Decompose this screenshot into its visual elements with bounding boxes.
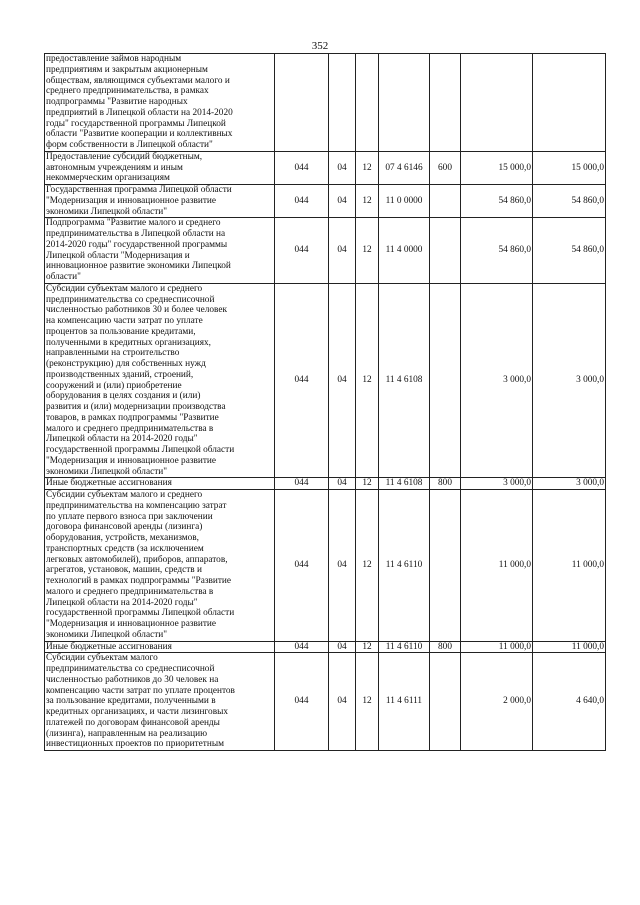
cell-sum-second-year: 15 000,0 bbox=[533, 151, 606, 184]
cell-sum-second-year: 3 000,0 bbox=[533, 283, 606, 478]
cell-expense-type bbox=[430, 283, 461, 478]
item-name-line: малого и среднего предпринимательства в bbox=[46, 586, 214, 597]
cell-target-article: 11 4 6110 bbox=[379, 641, 430, 653]
cell-target-article: 11 4 6108 bbox=[379, 478, 430, 490]
table-row bbox=[45, 151, 606, 184]
cell-sum-first-year: 15 000,0 bbox=[461, 151, 533, 184]
cell-subsection: 12 bbox=[356, 653, 379, 751]
table-row bbox=[45, 185, 606, 218]
cell-sum-first-year: 2 000,0 bbox=[461, 653, 533, 751]
cell-section: 04 bbox=[329, 151, 356, 184]
cell-sum-second-year bbox=[533, 54, 606, 152]
item-name-line: Субсидии субъектам малого bbox=[46, 653, 158, 664]
item-name-line: предоставление займов народным bbox=[46, 54, 182, 64]
item-name-line: Подпрограмма "Развитие малого и среднего bbox=[46, 218, 221, 229]
item-name-line: Липецкой области на 2014-2020 годы" bbox=[46, 597, 198, 608]
item-name-line: сооружений и (или) приобретение bbox=[46, 380, 182, 391]
cell-subsection bbox=[356, 54, 379, 152]
table-row bbox=[45, 478, 606, 490]
cell-section: 04 bbox=[329, 641, 356, 653]
item-name-line: "Модернизация и инновационное развитие bbox=[46, 195, 217, 206]
cell-section: 04 bbox=[329, 283, 356, 478]
item-name-line: легковых автомобилей), приборов, аппаратов, bbox=[46, 554, 228, 565]
item-name-line: развития и (или) модернизации производства bbox=[46, 402, 226, 412]
item-name-line: экономики Липецкой области" bbox=[46, 629, 168, 640]
item-name-line: малого и среднего предпринимательства в bbox=[46, 423, 214, 434]
item-name-line: товаров, в рамках подпрограммы "Развитие bbox=[46, 412, 219, 423]
item-name-line: оборудования, устройств, механизмов, bbox=[46, 533, 199, 543]
item-name-line: государственной программы Липецкой области bbox=[46, 445, 235, 455]
item-name-line: автономным учреждениям и иным bbox=[46, 162, 183, 173]
cell-subsection: 12 bbox=[356, 185, 379, 218]
cell-subsection: 12 bbox=[356, 283, 379, 478]
cell-section: 04 bbox=[329, 478, 356, 490]
cell-sum-second-year: 11 000,0 bbox=[533, 641, 606, 653]
item-name-line: предпринимательства со среднесписочной bbox=[46, 664, 215, 674]
item-name-line: по уплате первого взноса при заключении bbox=[46, 511, 213, 522]
item-name-line: форм собственности в Липецкой области" bbox=[46, 140, 213, 150]
item-name-line: за пользование кредитами, полученными в bbox=[46, 696, 216, 707]
item-name-line: государственной программы Липецкой области bbox=[46, 608, 235, 619]
item-name-line: направленными на строительство bbox=[46, 348, 180, 359]
cell-sum-second-year: 3 000,0 bbox=[533, 478, 606, 490]
cell-expense-type: 600 bbox=[430, 151, 461, 184]
cell-sum-second-year: 4 640,0 bbox=[533, 653, 606, 751]
table-row bbox=[45, 218, 606, 284]
item-name-line: Иные бюджетные ассигнования bbox=[46, 478, 172, 489]
item-name-line: численностью работников до 30 человек на bbox=[46, 674, 219, 685]
item-name-line: агрегатов, установок, машин, средств и bbox=[46, 565, 202, 576]
cell-item-name bbox=[45, 478, 275, 490]
item-name-line: среднего предпринимательства, в рамках bbox=[46, 86, 209, 97]
budget-table bbox=[44, 53, 606, 751]
item-name-line: технологий в рамках подпрограммы "Развитие bbox=[46, 576, 232, 586]
item-name-line: предпринимательства со среднесписочной bbox=[46, 294, 215, 305]
cell-item-name bbox=[45, 185, 275, 218]
cell-admin-code: 044 bbox=[275, 151, 329, 184]
item-name-line: некоммерческим организациям bbox=[46, 173, 170, 184]
item-name-line: Субсидии субъектам малого и среднего bbox=[46, 283, 203, 294]
cell-subsection: 12 bbox=[356, 490, 379, 642]
cell-target-article: 11 4 6108 bbox=[379, 283, 430, 478]
table-row bbox=[45, 641, 606, 653]
cell-target-article: 07 4 6146 bbox=[379, 151, 430, 184]
cell-sum-second-year: 54 860,0 bbox=[533, 218, 606, 284]
item-name-line: процентов за пользование кредитами, bbox=[46, 326, 196, 337]
item-name-line: полученными в кредитных организациях, bbox=[46, 337, 212, 348]
cell-item-name bbox=[45, 653, 275, 751]
cell-sum-first-year: 11 000,0 bbox=[461, 641, 533, 653]
item-name-line: договора финансовой аренды (лизинга) bbox=[46, 522, 203, 533]
cell-admin-code: 044 bbox=[275, 218, 329, 284]
item-name-line: численностью работников 30 и более человек bbox=[46, 305, 227, 316]
cell-sum-first-year bbox=[461, 54, 533, 152]
cell-subsection: 12 bbox=[356, 151, 379, 184]
page-number: 352 bbox=[311, 40, 329, 52]
item-name-line: предприятиям и закрытым акционерным bbox=[46, 64, 208, 75]
item-name-line: компенсацию части затрат по уплате процентов bbox=[46, 685, 235, 696]
item-name-line: предпринимательства в Липецкой области на bbox=[46, 229, 226, 239]
cell-item-name bbox=[45, 283, 275, 478]
item-name-line: (реконструкцию) для собственных нужд bbox=[46, 359, 206, 369]
cell-target-article: 11 4 6110 bbox=[379, 490, 430, 642]
item-name-line: предприятий в Липецкой области на 2014-2020 bbox=[46, 107, 233, 118]
item-name-line: области "Развитие кооперации и коллективных bbox=[46, 129, 233, 140]
item-name-line: экономики Липецкой области" bbox=[46, 466, 168, 477]
cell-item-name bbox=[45, 641, 275, 653]
item-name-line: на компенсацию части затрат по уплате bbox=[46, 316, 203, 326]
item-name-line: Липецкой области "Модернизация и bbox=[46, 250, 190, 261]
cell-target-article: 11 0 0000 bbox=[379, 185, 430, 218]
item-name-line: предпринимательства на компенсацию затрат bbox=[46, 500, 227, 511]
cell-expense-type bbox=[430, 185, 461, 218]
cell-admin-code: 044 bbox=[275, 653, 329, 751]
cell-item-name bbox=[45, 54, 275, 152]
cell-item-name bbox=[45, 490, 275, 642]
item-name-line: оборудования в целях создания и (или) bbox=[46, 391, 201, 402]
cell-expense-type bbox=[430, 490, 461, 642]
cell-section: 04 bbox=[329, 653, 356, 751]
item-name-line: платежей по договорам финансовой аренды bbox=[46, 717, 220, 728]
item-name-line: Государственная программа Липецкой области bbox=[46, 185, 232, 195]
cell-item-name bbox=[45, 218, 275, 284]
cell-section: 04 bbox=[329, 490, 356, 642]
cell-admin-code: 044 bbox=[275, 641, 329, 653]
cell-sum-first-year: 54 860,0 bbox=[461, 185, 533, 218]
cell-admin-code: 044 bbox=[275, 283, 329, 478]
item-name-line: "Модернизация и инновационное развитие bbox=[46, 455, 217, 466]
cell-sum-first-year: 11 000,0 bbox=[461, 490, 533, 642]
item-name-line: 2014-2020 годы" государственной программы bbox=[46, 239, 228, 250]
item-name-line: экономики Липецкой области" bbox=[46, 206, 168, 217]
table-row bbox=[45, 490, 606, 642]
cell-admin-code: 044 bbox=[275, 490, 329, 642]
cell-expense-type bbox=[430, 54, 461, 152]
cell-expense-type: 800 bbox=[430, 478, 461, 490]
cell-admin-code: 044 bbox=[275, 185, 329, 218]
cell-expense-type bbox=[430, 653, 461, 751]
cell-admin-code: 044 bbox=[275, 478, 329, 490]
item-name-line: годы" государственной программы Липецкой bbox=[46, 118, 226, 129]
cell-sum-second-year: 54 860,0 bbox=[533, 185, 606, 218]
cell-target-article: 11 4 0000 bbox=[379, 218, 430, 284]
cell-target-article bbox=[379, 54, 430, 152]
item-name-line: Липецкой области на 2014-2020 годы" bbox=[46, 434, 198, 445]
item-name-line: Иные бюджетные ассигнования bbox=[46, 641, 172, 652]
cell-expense-type: 800 bbox=[430, 641, 461, 653]
item-name-line: обществам, являющимся субъектами малого и bbox=[46, 75, 230, 86]
cell-subsection: 12 bbox=[356, 478, 379, 490]
cell-admin-code bbox=[275, 54, 329, 152]
item-name-line: инновационное развитие экономики Липецкой bbox=[46, 261, 231, 272]
cell-sum-first-year: 54 860,0 bbox=[461, 218, 533, 284]
item-name-line: инвестиционных проектов по приоритетным bbox=[46, 739, 224, 750]
item-name-line: "Модернизация и инновационное развитие bbox=[46, 619, 217, 629]
cell-sum-second-year: 11 000,0 bbox=[533, 490, 606, 642]
cell-item-name bbox=[45, 151, 275, 184]
cell-section bbox=[329, 54, 356, 152]
item-name-line: кредитных организациях, и части лизинговых bbox=[46, 707, 228, 717]
cell-target-article: 11 4 6111 bbox=[379, 653, 430, 751]
item-name-line: подпрограммы "Развитие народных bbox=[46, 97, 188, 107]
item-name-line: Предоставление субсидий бюджетным, bbox=[46, 151, 203, 162]
cell-section: 04 bbox=[329, 218, 356, 284]
table-row bbox=[45, 653, 606, 751]
cell-sum-first-year: 3 000,0 bbox=[461, 478, 533, 490]
table-row bbox=[45, 283, 606, 478]
cell-section: 04 bbox=[329, 185, 356, 218]
table-row bbox=[45, 54, 606, 152]
cell-subsection: 12 bbox=[356, 641, 379, 653]
item-name-line: Субсидии субъектам малого и среднего bbox=[46, 490, 203, 500]
cell-subsection: 12 bbox=[356, 218, 379, 284]
item-name-line: транспортных средств (за исключением bbox=[46, 543, 204, 554]
cell-expense-type bbox=[430, 218, 461, 284]
item-name-line: производственных зданий, строений, bbox=[46, 369, 194, 380]
item-name-line: области" bbox=[46, 272, 81, 282]
cell-sum-first-year: 3 000,0 bbox=[461, 283, 533, 478]
item-name-line: (лизинга), направленным на реализацию bbox=[46, 728, 208, 739]
